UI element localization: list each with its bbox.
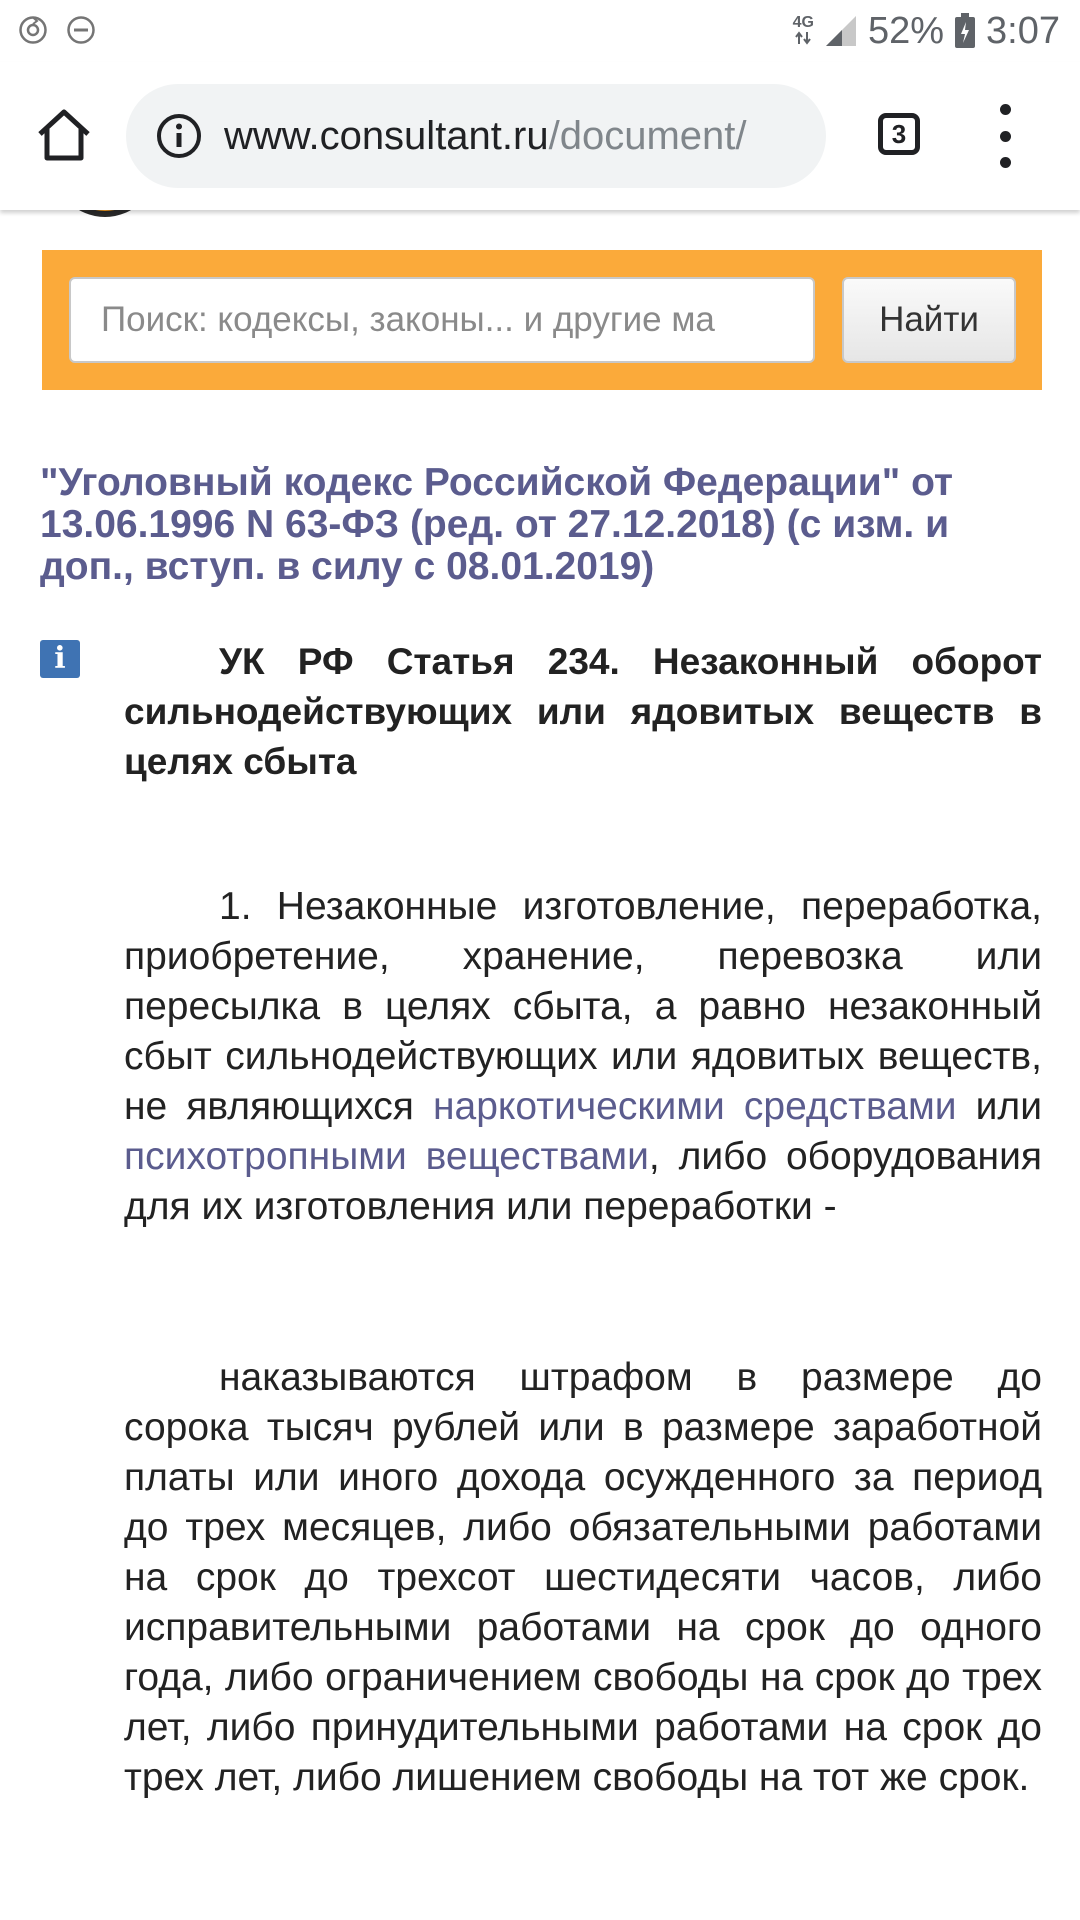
- paragraph-text: , либо оборудования для их изготовления или переработки -: [124, 1135, 1043, 1228]
- paragraph-text: или: [956, 1085, 1042, 1128]
- sync-icon: [18, 15, 48, 45]
- url-host: www.consultant.ru: [224, 113, 549, 158]
- browser-toolbar: [0, 62, 1080, 210]
- search-button[interactable]: Найти: [842, 277, 1016, 363]
- article-paragraph-2: наказываются штрафом в размере до сорока тысяч рублей или в размере заработной платы или иного дохода осужденного за период до трех месяцев, либо обязательными работами на срок до трехсот шестидесяти часов, либо исправительными работами на срок до одного года, либо ограничением свободы на срок до трех лет, либо принудительными работами на срок до трех лет, либо лишением свободы на тот же срок.: [124, 1356, 1042, 1799]
- battery-icon: [954, 13, 976, 49]
- info-badge-icon[interactable]: i: [40, 640, 80, 678]
- document-title[interactable]: "Уголовный кодекс Российской Федерации" от 13.06.1996 N 63-ФЗ (ред. от 27.12.2018) (с изм. и доп., вступ. в силу с 08.01.2019): [40, 461, 954, 588]
- address-bar[interactable]: [126, 84, 826, 188]
- battery-percent: 52%: [867, 9, 945, 52]
- search-input[interactable]: [69, 277, 815, 363]
- link-narcotic-drugs[interactable]: наркотическими средствами: [432, 1085, 957, 1128]
- url-path: /document/: [548, 113, 747, 158]
- link-psychotropic-substances[interactable]: психотропными веществами: [124, 1135, 649, 1178]
- url-text[interactable]: [224, 114, 804, 159]
- status-bar: [0, 0, 1080, 62]
- paragraph-text: 1. Незаконные изготовление, переработка, приобретение, хранение, перевозка или пересылка в целях сбыта, а равно незаконный сбыт сильнодействующих или ядовитых веществ, не являющихся: [124, 885, 1042, 1128]
- info-icon[interactable]: [156, 113, 202, 159]
- menu-dot: [1000, 104, 1011, 115]
- article-heading: УК РФ Статья 234. Незаконный оборот сильнодействующих или ядовитых веществ в целях сбыта: [124, 641, 1042, 782]
- tab-switcher-icon[interactable]: [878, 113, 920, 155]
- menu-dot: [1000, 131, 1011, 142]
- overflow-menu-icon[interactable]: [990, 104, 1020, 168]
- clock: 3:07: [986, 9, 1060, 52]
- status-right: [793, 8, 1060, 54]
- network-arrows-icon: [794, 31, 812, 45]
- signal-icon: [824, 14, 858, 48]
- article-paragraph-1: [124, 882, 1042, 1232]
- home-icon[interactable]: [32, 102, 96, 166]
- network-type: 4G: [793, 14, 814, 49]
- tab-count: 3: [891, 118, 907, 149]
- search-bar: [42, 250, 1042, 390]
- menu-dot: [1000, 157, 1011, 168]
- do-not-disturb-icon: [66, 15, 96, 45]
